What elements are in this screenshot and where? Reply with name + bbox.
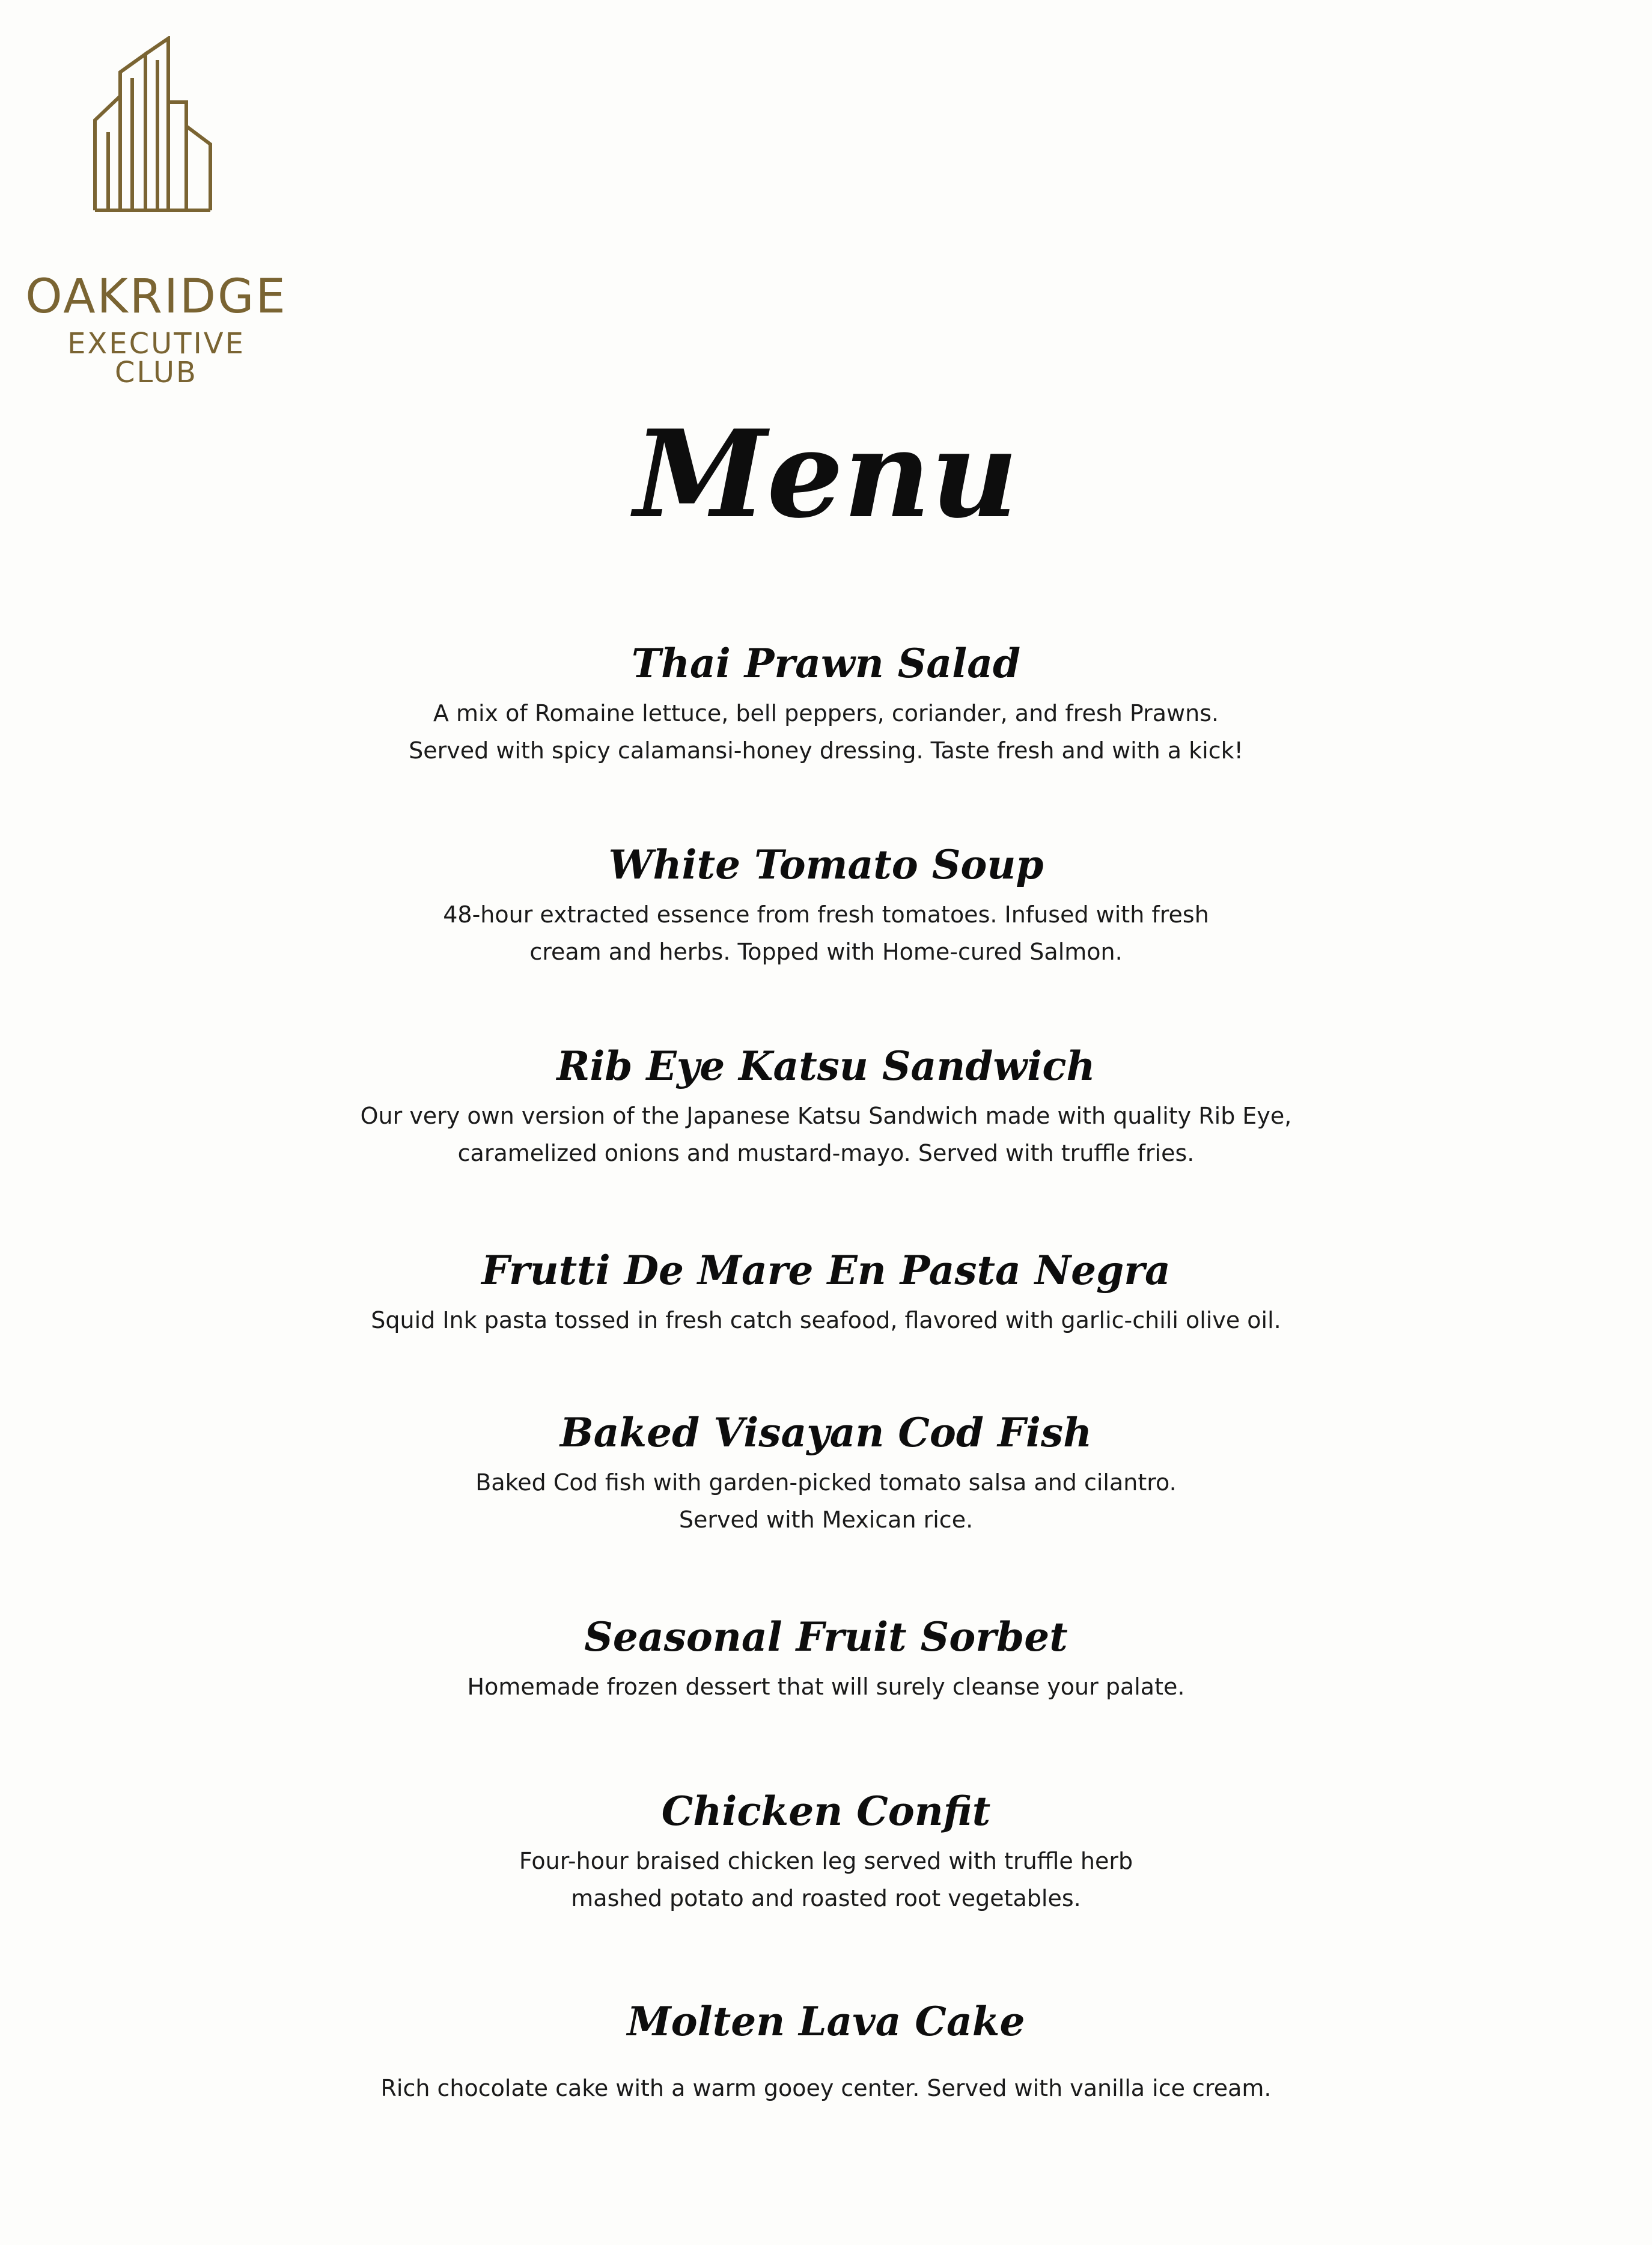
menu-item [0,1613,1652,1705]
brand-subtitle: EXECUTIVE CLUB [67,327,245,389]
menu-item-name: Seasonal Fruit Sorbet [584,1613,1068,1660]
menu-item-name: Baked Visayan Cod Fish [559,1409,1093,1456]
description-line: Served with spicy calamansi-honey dressing. Taste fresh and with a kick! [409,737,1243,764]
menu-item [0,1998,1652,2107]
menu-item-description [0,1668,1652,1705]
menu-item-description [0,1097,1652,1172]
description-line: Baked Cod fish with garden-picked tomato salsa and cilantro. [475,1469,1177,1496]
menu-item-description [0,2070,1652,2107]
menu-item-name: Molten Lava Cake [627,1998,1025,2045]
description-line: cream and herbs. Topped with Home-cured Salmon. [529,939,1123,966]
menu-item-description [0,896,1652,970]
club-logo [24,36,288,389]
brand-name: OAKRIDGE [25,270,287,324]
description-line: Our very own version of the Japanese Katsu Sandwich made with quality Rib Eye, [360,1103,1292,1130]
description-line: Squid Ink pasta tossed in fresh catch seafood, flavored with garlic-chili olive oil. [371,1307,1281,1334]
menu-item-name: Rib Eye Katsu Sandwich [556,1043,1096,1089]
menu-item [0,1247,1652,1339]
page-title: Menu [633,404,1019,545]
menu-item [0,1043,1652,1172]
skyscraper-logo-icon [90,36,246,216]
description-line: A mix of Romaine lettuce, bell peppers, coriander, and fresh Prawns. [433,700,1219,727]
menu-item-description [0,1302,1652,1339]
description-line: Four-hour braised chicken leg served with truffle herb [519,1848,1133,1875]
menu-item-name: Frutti De Mare En Pasta Negra [481,1247,1171,1294]
menu-item-description [0,1464,1652,1538]
description-line: Served with Mexican rice. [678,1506,974,1534]
menu-item [0,640,1652,769]
menu-item [0,1409,1652,1538]
menu-item-name: Chicken Confit [661,1788,991,1835]
menu-item-description [0,695,1652,769]
menu-item-description [0,1842,1652,1917]
menu-item [0,841,1652,970]
description-line: mashed potato and roasted root vegetables. [571,1885,1081,1912]
menu-item-name: White Tomato Soup [608,841,1044,888]
menu-item [0,1788,1652,1917]
description-line: Homemade frozen dessert that will surely cleanse your palate. [467,1674,1185,1701]
description-line: 48-hour extracted essence from fresh tomatoes. Infused with fresh [443,901,1209,928]
description-line: Rich chocolate cake with a warm gooey center. Served with vanilla ice cream. [380,2075,1272,2102]
description-line: caramelized onions and mustard-mayo. Served with truffle fries. [457,1140,1195,1167]
menu-item-name: Thai Prawn Salad [631,640,1021,687]
